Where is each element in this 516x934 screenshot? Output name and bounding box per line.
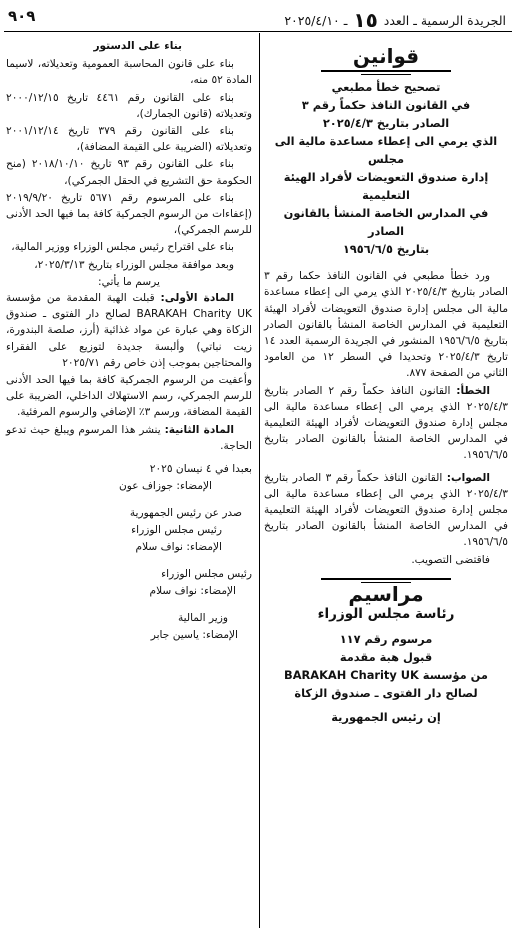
correct-paragraph: [264, 470, 508, 551]
ornament-divider: [321, 70, 451, 72]
basis-item: بناء على القانون رقم ٤٤٦١ تاريخ ٢٠٠٠/١٢/١٥ وتعديلاته (قانون الجمارك)،: [6, 91, 252, 120]
constitution-line: بناء على الدستور: [93, 40, 182, 52]
basis-item: بناء على المرسوم رقم ٥٦٧١ تاريخ ٢٠١٩/٩/٢٠ (إعفاءات من الرسوم الجمركية كافة بما فيها الحد الأدنى للرسم الجمركي)،: [6, 191, 252, 237]
page-number: ٩٠٩: [8, 7, 36, 25]
error-label: الخطأ:: [456, 384, 490, 397]
article-two-text: ينشر هذا المرسوم ويبلغ حيث تدعو الحاجة.: [6, 423, 252, 452]
decrees-line: يرسم ما يأتي:: [98, 275, 160, 288]
correction-heading: [264, 78, 508, 258]
signature-president: الإمضاء: جوزاف عون: [119, 480, 212, 493]
correction-line: إدارة صندوق التعويضات لأفراد الهيئة التعليمية: [283, 170, 489, 203]
column-divider: [259, 33, 260, 928]
correction-line: بتاريخ ١٩٥٦/٦/٥: [342, 242, 430, 257]
correction-line: الصادر بتاريخ ٢٠٢٥/٤/٣: [322, 116, 450, 131]
basis-item: بناء على القانون رقم ٣٧٩ تاريخ ٢٠٠١/١٢/١٤ وتعديلاته (الضريبة على القيمة المضافة)،: [6, 125, 252, 154]
basis-item: بناء على القانون رقم ٩٣ تاريخ ٢٠١٨/١٠/١٠ (منح الحكومة حق التشريع في الحقل الجمركي)،: [6, 158, 252, 187]
signature-pm: الإمضاء: نواف سلام: [149, 585, 236, 598]
correction-line: الذي يرمي الى إعطاء مساعدة مالية الى مجلس: [274, 134, 498, 167]
header-divider: [4, 31, 512, 32]
error-text: القانون النافذ حكماً رقم ٢ الصادر بتاريخ ٢٠٢٥/٤/٣ الذي يرمي الى إعطاء مساعدة مالية الى مجلس إدارة صندوق التعويضات لأفراد الهيئة التعليمية في المدارس الخاصة المنشأ بالقانون الصادر بتاريخ ١٩٥٦/٦/٥.: [264, 384, 508, 462]
basis-item: وبعد موافقة مجلس الوزراء بتاريخ ٢٠٢٥/٣/١٣،: [34, 258, 234, 271]
basis-item: بناء على قانون المحاسبة العمومية وتعديلاته، لاسيما المادة ٥٢ منه،: [6, 58, 252, 87]
decree-line: من مؤسسة BARAKAH Charity UK: [284, 668, 488, 683]
gazette-title: [284, 8, 506, 32]
article-one-cont: وأعفيت من الرسوم الجمركية كافة بما فيها الحد الأدنى للرسم الجمركي، رسم الاستهلاك الداخلي، الضريبة على القيمة المضافة، ورسم ٣٪ الإضافي والرسوم المرفئية.: [6, 374, 252, 419]
pm-title: رئيس مجلس الوزراء: [131, 524, 222, 537]
decree-heading: [264, 630, 508, 702]
decrees-heading: مراسيم: [348, 581, 424, 606]
signature-pm: الإمضاء: نواف سلام: [135, 541, 222, 554]
article-one: [6, 290, 252, 371]
correction-line: تصحيح خطأ مطبعي: [331, 80, 441, 95]
decree-line: قبول هبة مقدمة: [339, 650, 433, 665]
issued-by: صدر عن رئيس الجمهورية: [129, 507, 242, 520]
pm-heading: رئاسة مجلس الوزراء: [317, 606, 455, 623]
page-header: [0, 0, 516, 32]
issue-number: ١٥: [353, 8, 378, 32]
correction-line: في المدارس الخاصة المنشأ بالقانون الصادر: [283, 206, 489, 239]
closing-text: فاقتضى التصويب.: [411, 553, 490, 566]
correct-text: القانون النافذ حكماً رقم ٣ الصادر بتاريخ ٢٠٢٥/٤/٣ الذي يرمي الى إعطاء مساعدة مالية الى مجلس إدارة صندوق التعويضات لأفراد الهيئة التعليمية في المدارس الخاصة المنشأ بالقانون الصادر بتاريخ ١٩٥٦/٦/٥.: [264, 471, 508, 549]
pm-title: رئيس مجلس الوزراء: [161, 568, 252, 581]
article-two-label: المادة الثانية:: [164, 423, 234, 436]
ornament-divider: [321, 578, 451, 580]
gazette-name: الجريدة الرسمية ـ العدد: [383, 13, 506, 28]
decree-line: لصالح دار الفتوى ـ صندوق الزكاة: [294, 686, 478, 701]
decree-number: مرسوم رقم ١١٧: [339, 632, 433, 647]
article-two: [6, 422, 252, 454]
signature-finance-minister: الإمضاء: ياسين جابر: [150, 629, 238, 642]
finance-minister-title: وزير المالية: [177, 612, 228, 625]
issue-date: ـ ٢٠٢٥/٤/١٠: [284, 13, 348, 28]
correct-label: الصواب:: [446, 471, 490, 484]
date-line: بعبدا في ٤ نيسان ٢٠٢٥: [149, 463, 252, 476]
article-one-label: المادة الأولى:: [160, 292, 234, 305]
president-line: إن رئيس الجمهورية: [331, 710, 441, 725]
right-column: [264, 38, 508, 726]
article-one-text: قبلت الهبة المقدمة من مؤسسة BARAKAH Charity UK لصالح دار الفتوى ـ صندوق الزكاة وهي عبارة عن مواد غذائية (أرز، صلصة البندورة، زيت نباتي) وألبسة جديدة لتوزيع على الفقراء والمحتاجين بموجب إذن خاص رقم ٢٠٢٥/٧١: [6, 292, 252, 369]
intro-paragraph: ورد خطأ مطبعي في القانون النافذ حكما رقم ٣ الصادر بتاريخ ٢٠٢٥/٤/٣ الذي يرمي الى إعطاء مساعدة مالية الى مجلس إدارة صندوق التعويضات لأفراد الهيئة التعليمية في المدارس الخاصة المنشأ بالقانون الصادر بتاريخ ١٩٥٦/٦/٥ المنشور في الجريدة الرسمية العدد ١٤ تاريخ ٢٠٢٥/٤/٣ وتحديدا في السطر ١٢ من العامود الثاني من الصفحة ٨٧٧.: [264, 270, 509, 380]
basis-item: بناء على اقتراح رئيس مجلس الوزراء ووزير المالية،: [11, 241, 234, 254]
error-paragraph: [264, 383, 508, 464]
laws-heading: قوانين: [352, 44, 420, 68]
correction-line: في القانون النافذ حكماً رقم ٣: [301, 98, 471, 113]
left-column: [6, 38, 252, 644]
